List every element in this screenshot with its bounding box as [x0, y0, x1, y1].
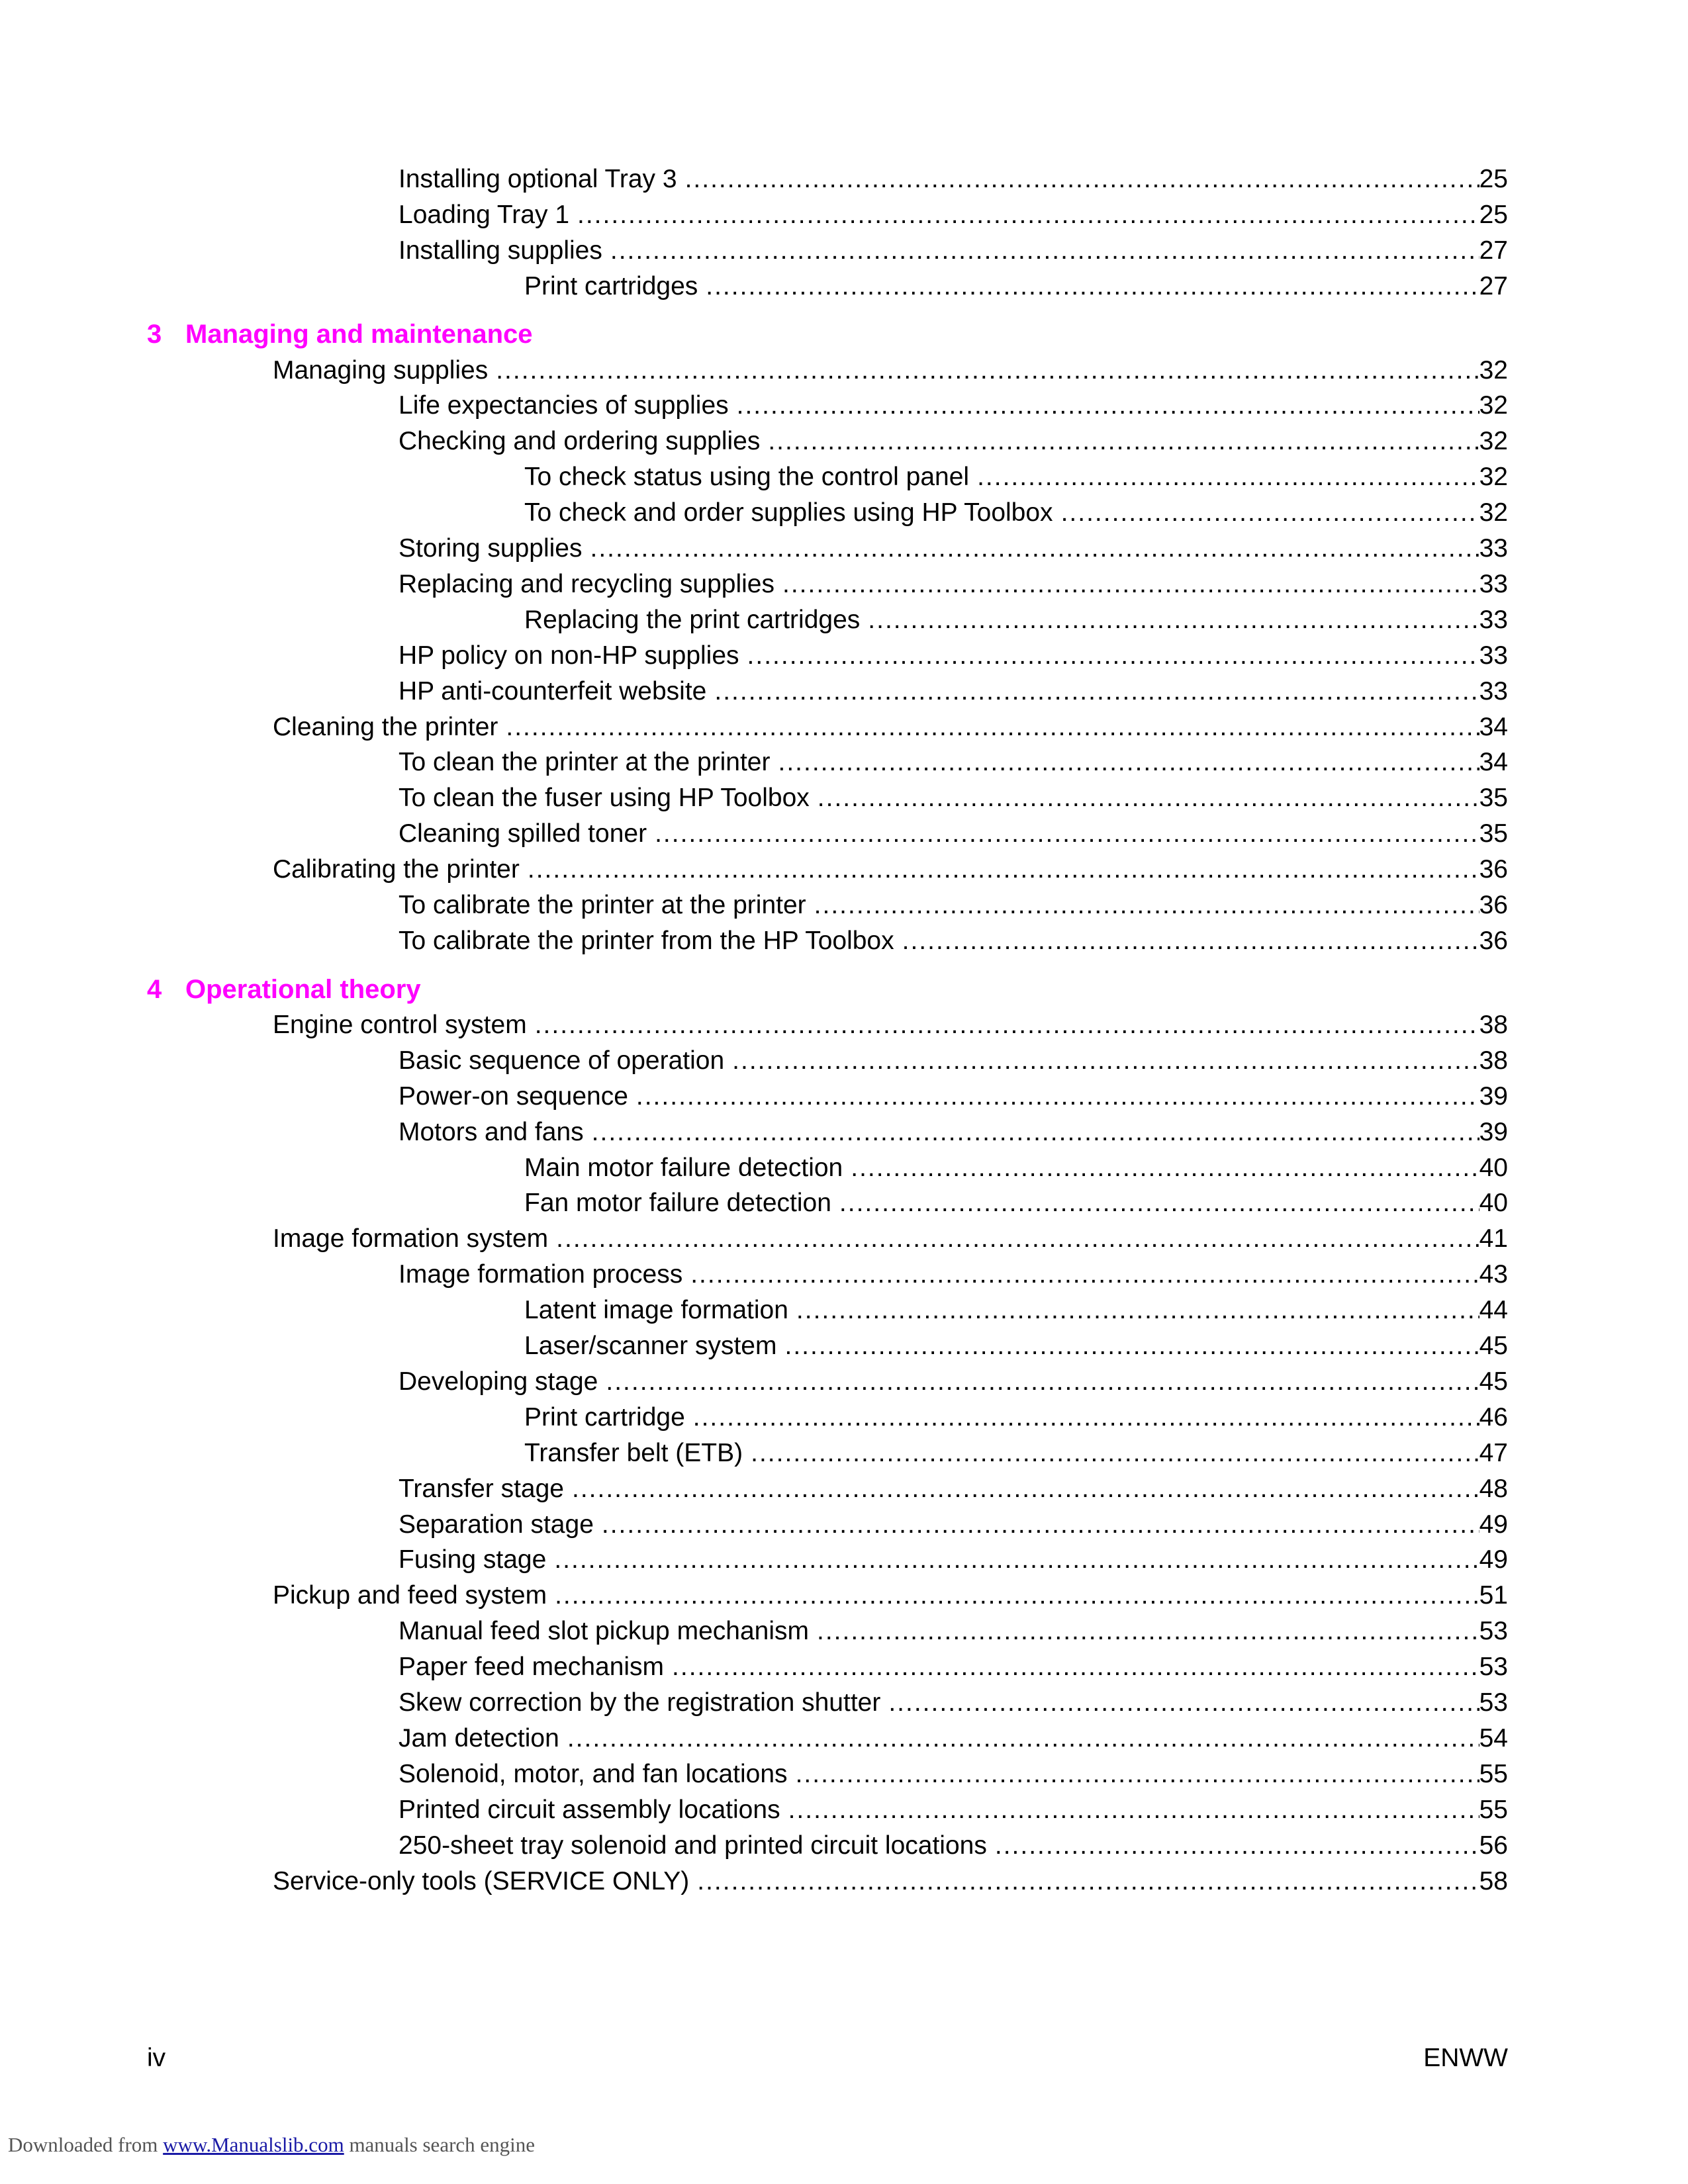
toc-entry-page: 33	[1479, 534, 1508, 563]
toc-entry-title: Developing stage	[399, 1367, 598, 1396]
toc-entry[interactable]	[524, 460, 1508, 494]
toc-entry[interactable]	[399, 162, 1508, 197]
toc-entry-title: Motors and fans	[399, 1118, 584, 1146]
dot-leader	[732, 1044, 1479, 1078]
dot-leader	[655, 817, 1479, 851]
toc-entry-page: 53	[1479, 1653, 1508, 1681]
toc-entry-title: Service-only tools (SERVICE ONLY)	[273, 1867, 690, 1895]
toc-entry-page: 36	[1479, 927, 1508, 955]
dot-leader	[977, 460, 1479, 494]
toc-entry[interactable]	[399, 1044, 1508, 1078]
toc-entry-page: 46	[1479, 1403, 1508, 1432]
download-note-suffix: manuals search engine	[349, 2133, 536, 2156]
toc-entry-title: Solenoid, motor, and fan locations	[399, 1760, 788, 1788]
toc-entry-page: 40	[1479, 1189, 1508, 1217]
toc-entry[interactable]	[524, 496, 1508, 530]
chapter-heading[interactable]	[147, 316, 533, 353]
toc-entry[interactable]	[399, 888, 1508, 923]
toc-entry-page: 35	[1479, 819, 1508, 848]
footer-doc-code: ENWW	[1423, 2044, 1508, 2072]
toc-entry[interactable]	[273, 1008, 1508, 1042]
toc-entry-page: 38	[1479, 1046, 1508, 1075]
dot-leader	[602, 1508, 1479, 1542]
toc-entry-title: Basic sequence of operation	[399, 1046, 725, 1075]
toc-entry-page: 33	[1479, 570, 1508, 598]
toc-entry[interactable]	[399, 1079, 1508, 1114]
toc-entry-page: 45	[1479, 1367, 1508, 1396]
toc-entry[interactable]	[273, 710, 1508, 745]
toc-entry[interactable]	[399, 1614, 1508, 1649]
toc-entry[interactable]	[399, 234, 1508, 268]
toc-entry[interactable]	[399, 198, 1508, 232]
toc-entry[interactable]	[399, 1650, 1508, 1684]
dot-leader	[690, 1257, 1479, 1292]
toc-entry-title: Transfer belt (ETB)	[524, 1439, 743, 1467]
toc-entry-page: 48	[1479, 1475, 1508, 1503]
toc-entry-page: 40	[1479, 1154, 1508, 1182]
dot-leader	[888, 1686, 1479, 1720]
toc-entry-title: Calibrating the printer	[273, 855, 520, 884]
dot-leader	[851, 1151, 1479, 1185]
toc-entry[interactable]	[399, 1472, 1508, 1506]
dot-leader	[685, 162, 1479, 197]
toc-entry-title: Replacing and recycling supplies	[399, 570, 774, 598]
toc-entry-page: 36	[1479, 855, 1508, 884]
dot-leader	[693, 1400, 1479, 1435]
toc-entry[interactable]	[399, 1365, 1508, 1399]
dot-leader	[1061, 496, 1479, 530]
toc-entry-title: Transfer stage	[399, 1475, 564, 1503]
dot-leader	[751, 1436, 1479, 1471]
toc-entry-page: 55	[1479, 1796, 1508, 1824]
toc-entry-title: HP policy on non-HP supplies	[399, 641, 739, 670]
dot-leader	[714, 674, 1479, 709]
dot-leader	[535, 1008, 1479, 1042]
dot-leader	[785, 1329, 1479, 1363]
toc-entry-page: 36	[1479, 891, 1508, 919]
toc-entry-page: 49	[1479, 1510, 1508, 1539]
toc-entry[interactable]	[524, 1436, 1508, 1471]
manualslib-link[interactable]: www.Manualslib.com	[163, 2133, 344, 2156]
toc-entry-title: To check and order supplies using HP Toolbox	[524, 498, 1053, 527]
toc-entry-title: Paper feed mechanism	[399, 1653, 665, 1681]
toc-entry[interactable]	[524, 603, 1508, 637]
toc-entry-page: 32	[1479, 427, 1508, 455]
dot-leader	[737, 388, 1479, 423]
toc-entry-title: Loading Tray 1	[399, 201, 570, 229]
dot-leader	[606, 1365, 1479, 1399]
toc-entry-page: 35	[1479, 784, 1508, 812]
toc-entry[interactable]	[524, 269, 1508, 304]
toc-entry-title: Printed circuit assembly locations	[399, 1796, 780, 1824]
dot-leader	[995, 1829, 1479, 1863]
toc-entry[interactable]	[399, 1115, 1508, 1150]
footer-page-number: iv	[147, 2044, 166, 2072]
toc-entry[interactable]	[399, 1543, 1508, 1577]
toc-entry[interactable]	[399, 1686, 1508, 1720]
toc-entry[interactable]	[399, 531, 1508, 566]
toc-entry-title: Cleaning the printer	[273, 713, 498, 741]
toc-entry-title: Power-on sequence	[399, 1082, 628, 1111]
toc-entry-title: Pickup and feed system	[273, 1581, 547, 1610]
dot-leader	[672, 1650, 1479, 1684]
toc-entry[interactable]	[399, 781, 1508, 815]
toc-entry[interactable]	[524, 1329, 1508, 1363]
toc-entry[interactable]	[399, 567, 1508, 602]
toc-entry-page: 51	[1479, 1581, 1508, 1610]
toc-entry-page: 27	[1479, 236, 1508, 265]
toc-entry-page: 39	[1479, 1082, 1508, 1111]
toc-entry-title: HP anti-counterfeit website	[399, 677, 707, 705]
toc-entry-page: 58	[1479, 1867, 1508, 1895]
toc-entry-title: To clean the printer at the printer	[399, 748, 771, 776]
chapter-title: Managing and maintenance	[185, 320, 533, 349]
dot-leader	[567, 1721, 1479, 1756]
dot-leader	[778, 745, 1479, 780]
toc-entry[interactable]	[399, 1508, 1508, 1542]
toc-entry[interactable]	[399, 817, 1508, 851]
toc-entry-page: 25	[1479, 165, 1508, 193]
dot-leader	[636, 1079, 1479, 1114]
toc-entry-title: Main motor failure detection	[524, 1154, 843, 1182]
toc-entry-title: Installing supplies	[399, 236, 602, 265]
toc-entry-page: 39	[1479, 1118, 1508, 1146]
toc-entry-page: 54	[1479, 1724, 1508, 1752]
toc-entry-title: Image formation process	[399, 1260, 683, 1289]
dot-leader	[814, 888, 1479, 923]
toc-entry-page: 25	[1479, 201, 1508, 229]
toc-entry-title: To calibrate the printer from the HP Toolbox	[399, 927, 894, 955]
toc-entry-title: Storing supplies	[399, 534, 583, 563]
chapter-title: Operational theory	[185, 974, 421, 1004]
toc-entry-page: 34	[1479, 748, 1508, 776]
toc-entry[interactable]	[399, 1829, 1508, 1863]
toc-entry-page: 55	[1479, 1760, 1508, 1788]
dot-leader	[590, 531, 1479, 566]
toc-entry-page: 32	[1479, 498, 1508, 527]
toc-entry-page: 53	[1479, 1617, 1508, 1645]
toc-entry-page: 34	[1479, 713, 1508, 741]
toc-entry[interactable]	[273, 1222, 1508, 1256]
download-note-prefix: Downloaded from	[8, 2133, 158, 2156]
toc-entry-title: Print cartridges	[524, 272, 698, 300]
chapter-number: 3	[147, 320, 162, 349]
toc-entry-title: Installing optional Tray 3	[399, 165, 677, 193]
dot-leader	[555, 1578, 1479, 1613]
toc-entry-page: 56	[1479, 1831, 1508, 1860]
toc-entry-title: Jam detection	[399, 1724, 559, 1752]
dot-leader	[528, 852, 1479, 887]
toc-entry-page: 32	[1479, 391, 1508, 420]
dot-leader	[506, 710, 1479, 745]
dot-leader	[839, 1186, 1479, 1220]
dot-leader	[556, 1222, 1479, 1256]
toc-entry-title: Image formation system	[273, 1224, 549, 1253]
toc-entry[interactable]	[399, 924, 1508, 958]
chapter-number: 4	[147, 974, 162, 1004]
dot-leader	[768, 424, 1479, 459]
toc-entry[interactable]	[399, 1721, 1508, 1756]
toc-entry[interactable]	[399, 639, 1508, 673]
toc-entry[interactable]	[399, 424, 1508, 459]
dot-leader	[496, 353, 1479, 388]
dot-leader	[554, 1543, 1479, 1577]
toc-entry-title: Fusing stage	[399, 1545, 547, 1574]
download-note	[8, 2133, 535, 2157]
toc-entry-title: Cleaning spilled toner	[399, 819, 647, 848]
dot-leader	[817, 1614, 1479, 1649]
toc-entry-page: 45	[1479, 1332, 1508, 1360]
toc-entry[interactable]	[524, 1151, 1508, 1185]
toc-entry-page: 44	[1479, 1296, 1508, 1324]
toc-entry-title: Checking and ordering supplies	[399, 427, 761, 455]
toc-entry[interactable]	[273, 353, 1508, 388]
toc-entry-title: Latent image formation	[524, 1296, 788, 1324]
dot-leader	[788, 1793, 1479, 1827]
toc-entry-title: To clean the fuser using HP Toolbox	[399, 784, 810, 812]
toc-entry[interactable]	[273, 1578, 1508, 1613]
toc-entry-page: 33	[1479, 641, 1508, 670]
dot-leader	[902, 924, 1479, 958]
dot-leader	[610, 234, 1479, 268]
toc-entry-title: Laser/scanner system	[524, 1332, 777, 1360]
toc-entry[interactable]	[273, 1864, 1508, 1899]
toc-entry[interactable]	[399, 674, 1508, 709]
toc-entry-page: 43	[1479, 1260, 1508, 1289]
toc-entry-page: 41	[1479, 1224, 1508, 1253]
toc-entry-title: Managing supplies	[273, 356, 489, 385]
toc-entry-page: 49	[1479, 1545, 1508, 1574]
toc-entry-title: To check status using the control panel	[524, 463, 970, 491]
toc-entry-page: 33	[1479, 606, 1508, 634]
toc-entry-title: 250-sheet tray solenoid and printed circuit locations	[399, 1831, 987, 1860]
toc-entry-title: To calibrate the printer at the printer	[399, 891, 806, 919]
toc-entry-page: 33	[1479, 677, 1508, 705]
toc-entry-title: Separation stage	[399, 1510, 594, 1539]
dot-leader	[796, 1293, 1479, 1328]
toc-entry-title: Manual feed slot pickup mechanism	[399, 1617, 809, 1645]
dot-leader	[747, 639, 1479, 673]
toc-entry-page: 38	[1479, 1011, 1508, 1039]
dot-leader	[796, 1757, 1479, 1792]
dot-leader	[782, 567, 1479, 602]
toc-entry[interactable]	[273, 852, 1508, 887]
toc-entry[interactable]	[399, 745, 1508, 780]
dot-leader	[818, 781, 1479, 815]
dot-leader	[592, 1115, 1479, 1150]
toc-entry[interactable]	[399, 1793, 1508, 1827]
dot-leader	[706, 269, 1479, 304]
dot-leader	[868, 603, 1479, 637]
toc-entry[interactable]	[524, 1400, 1508, 1435]
toc-entry-page: 27	[1479, 272, 1508, 300]
toc-entry-page: 53	[1479, 1688, 1508, 1717]
toc-entry-page: 47	[1479, 1439, 1508, 1467]
toc-entry-title: Life expectancies of supplies	[399, 391, 729, 420]
toc-entry[interactable]	[399, 1757, 1508, 1792]
toc-entry-title: Print cartridge	[524, 1403, 685, 1432]
toc-entry-page: 32	[1479, 356, 1508, 385]
dot-leader	[697, 1864, 1479, 1899]
toc-entry[interactable]	[399, 388, 1508, 423]
chapter-heading[interactable]	[147, 971, 421, 1008]
toc-entry[interactable]	[524, 1186, 1508, 1220]
dot-leader	[577, 198, 1479, 232]
toc-entry[interactable]	[524, 1293, 1508, 1328]
dot-leader	[572, 1472, 1479, 1506]
toc-entry-title: Skew correction by the registration shutter	[399, 1688, 881, 1717]
toc-entry-title: Replacing the print cartridges	[524, 606, 861, 634]
toc-entry[interactable]	[399, 1257, 1508, 1292]
toc-entry-page: 32	[1479, 463, 1508, 491]
toc-entry-title: Fan motor failure detection	[524, 1189, 831, 1217]
toc-entry-title: Engine control system	[273, 1011, 527, 1039]
